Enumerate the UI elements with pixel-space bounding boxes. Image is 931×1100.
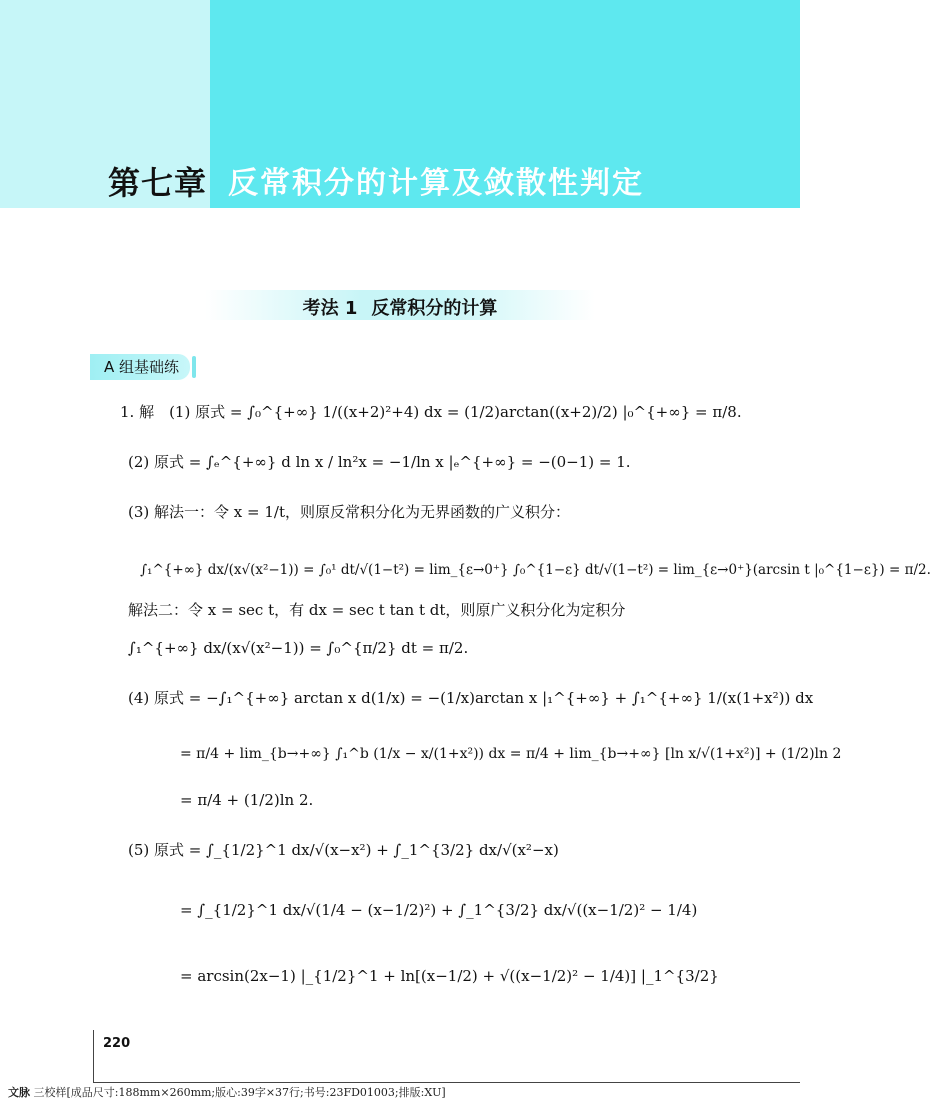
solution-line: = π/4 + (1/2)ln 2. [180, 791, 314, 809]
solution-line: 解法二：令 x = sec t，有 dx = sec t tan t dt，则原广义积分化为定积分 [128, 601, 626, 619]
chapter-title: 反常积分的计算及敛散性判定 [228, 166, 644, 201]
section-title: 反常积分的计算 [371, 298, 498, 319]
solution-line: ∫₁^{+∞} dx/(x√(x²−1)) = ∫₀^{π/2} dt = π/2. [128, 639, 469, 657]
section-label: 考法 1 [302, 298, 358, 319]
margin-rule-horizontal [93, 1082, 800, 1083]
margin-rule-vertical [93, 1030, 94, 1082]
solution-line: = π/4 + lim_{b→+∞} ∫₁^b (1/x − x/(1+x²)) dx = π/4 + lim_{b→+∞} [ln x/√(1+x²)] + (1/2)ln 2 [180, 746, 842, 762]
solution-line: (3) 解法一：令 x = 1/t，则原反常积分化为无界函数的广义积分： [128, 503, 570, 521]
solution-line: (2) 原式 = ∫ₑ^{+∞} d ln x / ln²x = −1/ln x |ₑ^{+∞} = −(0−1) = 1. [128, 453, 631, 471]
chapter-number: 第七章 [108, 164, 208, 202]
solution-line: = arcsin(2x−1) |_{1/2}^1 + ln[(x−1/2) + √((x−1/2)² − 1/4)] |_1^{3/2} [180, 967, 719, 985]
group-tag: A 组基础练 [90, 354, 190, 380]
solution-line: ∫₁^{+∞} dx/(x√(x²−1)) = ∫₀¹ dt/√(1−t²) = lim_{ε→0⁺} ∫₀^{1−ε} dt/√(1−t²) = lim_{ε→0⁺}(arcsin t |₀^{1−ε}) = π/2. [140, 562, 931, 578]
solution-line: = ∫_{1/2}^1 dx/√(1/4 − (x−1/2)²) + ∫_1^{3/2} dx/√((x−1/2)² − 1/4) [180, 901, 698, 919]
solution-line: (4) 原式 = −∫₁^{+∞} arctan x d(1/x) = −(1/x)arctan x |₁^{+∞} + ∫₁^{+∞} 1/(x(1+x²)) dx [128, 689, 814, 707]
solution-line: 1. 解 (1) 原式 = ∫₀^{+∞} 1/((x+2)²+4) dx = (1/2)arctan((x+2)/2) |₀^{+∞} = π/8. [120, 403, 742, 421]
solution-line: (5) 原式 = ∫_{1/2}^1 dx/√(x−x²) + ∫_1^{3/2} dx/√(x²−x) [128, 841, 559, 859]
proof-footer [8, 1084, 446, 1100]
section-heading [205, 294, 595, 320]
footer-brand: 文脉 [8, 1086, 30, 1099]
footer-info: 三校样[成品尺寸:188mm×260mm;版心:39字×37行;书号:23FD01003;排版:XU] [33, 1086, 446, 1099]
page-number: 220 [103, 1036, 131, 1051]
